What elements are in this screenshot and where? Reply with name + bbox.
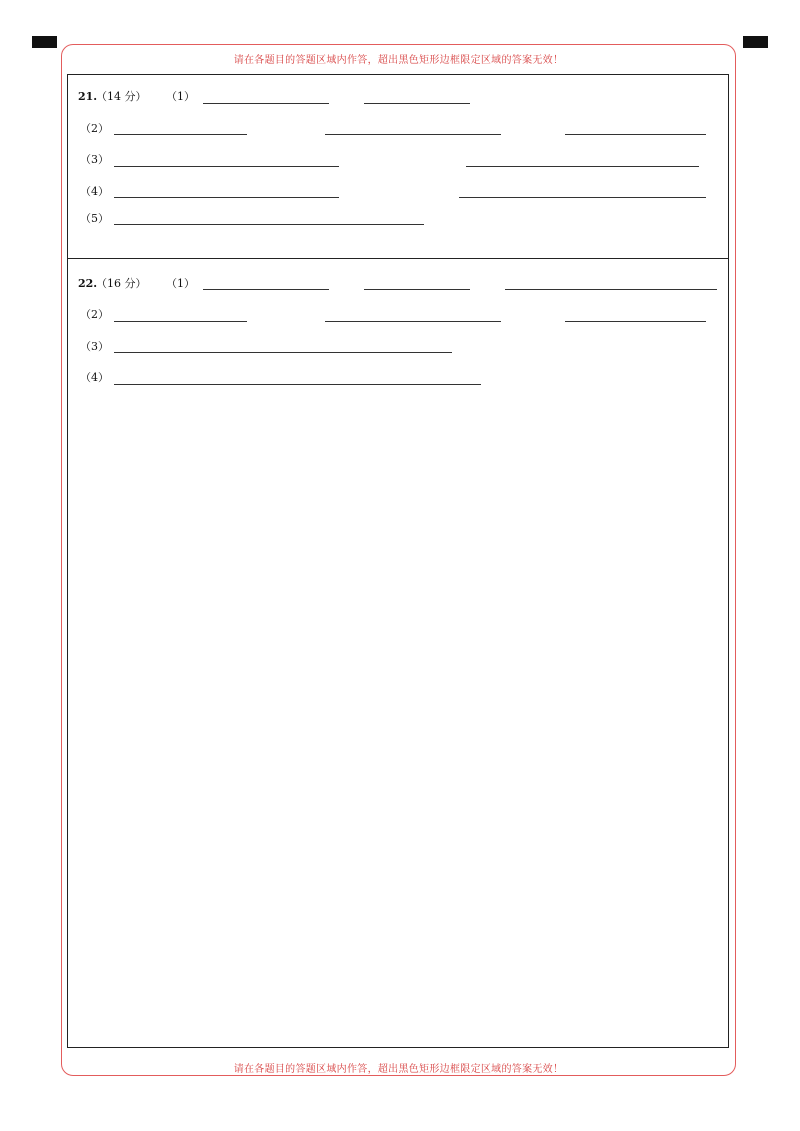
q21-part-3-label: （3） (80, 153, 109, 166)
q21-part-2-blank-b[interactable] (325, 134, 501, 135)
alignment-marker-left (32, 36, 57, 48)
q22-number: 22. (78, 277, 98, 290)
header-warning: 请在各题目的答题区域内作答，超出黑色矩形边框限定区域的答案无效！ (233, 55, 564, 66)
q21-number: 21. (78, 90, 98, 103)
q21-part-3-blank-b[interactable] (466, 166, 699, 167)
q22-part-2-blank-a[interactable] (114, 321, 247, 322)
question-divider (67, 258, 729, 259)
q22-part-3-label: （3） (80, 340, 109, 353)
q21-part-2-blank-a[interactable] (114, 134, 247, 135)
q21-part-1-blank-b[interactable] (364, 103, 470, 104)
q21-part-2-label: （2） (80, 122, 109, 135)
q22-part-3-blank[interactable] (114, 352, 452, 353)
q22-part-4-blank[interactable] (114, 384, 481, 385)
q22-part-2-blank-c[interactable] (565, 321, 706, 322)
footer-warning: 请在各题目的答题区域内作答，超出黑色矩形边框限定区域的答案无效！ (233, 1064, 564, 1075)
q21-part-3-blank-a[interactable] (114, 166, 339, 167)
q21-part-1-label: （1） (166, 90, 195, 103)
q22-part-1-blank-a[interactable] (203, 289, 329, 290)
q21-part-2-blank-c[interactable] (565, 134, 706, 135)
q22-points: （16 分） (96, 277, 147, 290)
q21-part-5-label: （5） (80, 212, 109, 225)
q21-part-1-blank-a[interactable] (203, 103, 329, 104)
q22-part-2-blank-b[interactable] (325, 321, 501, 322)
q21-part-4-label: （4） (80, 185, 109, 198)
q22-part-1-label: （1） (166, 277, 195, 290)
q21-points: （14 分） (96, 90, 147, 103)
q22-part-4-label: （4） (80, 371, 109, 384)
alignment-marker-right (743, 36, 768, 48)
q22-part-1-blank-b[interactable] (364, 289, 470, 290)
q21-part-4-blank-b[interactable] (459, 197, 706, 198)
q22-part-1-blank-c[interactable] (505, 289, 717, 290)
q22-part-2-label: （2） (80, 308, 109, 321)
q21-part-4-blank-a[interactable] (114, 197, 339, 198)
answer-box (67, 74, 729, 1048)
q21-part-5-blank[interactable] (114, 224, 424, 225)
